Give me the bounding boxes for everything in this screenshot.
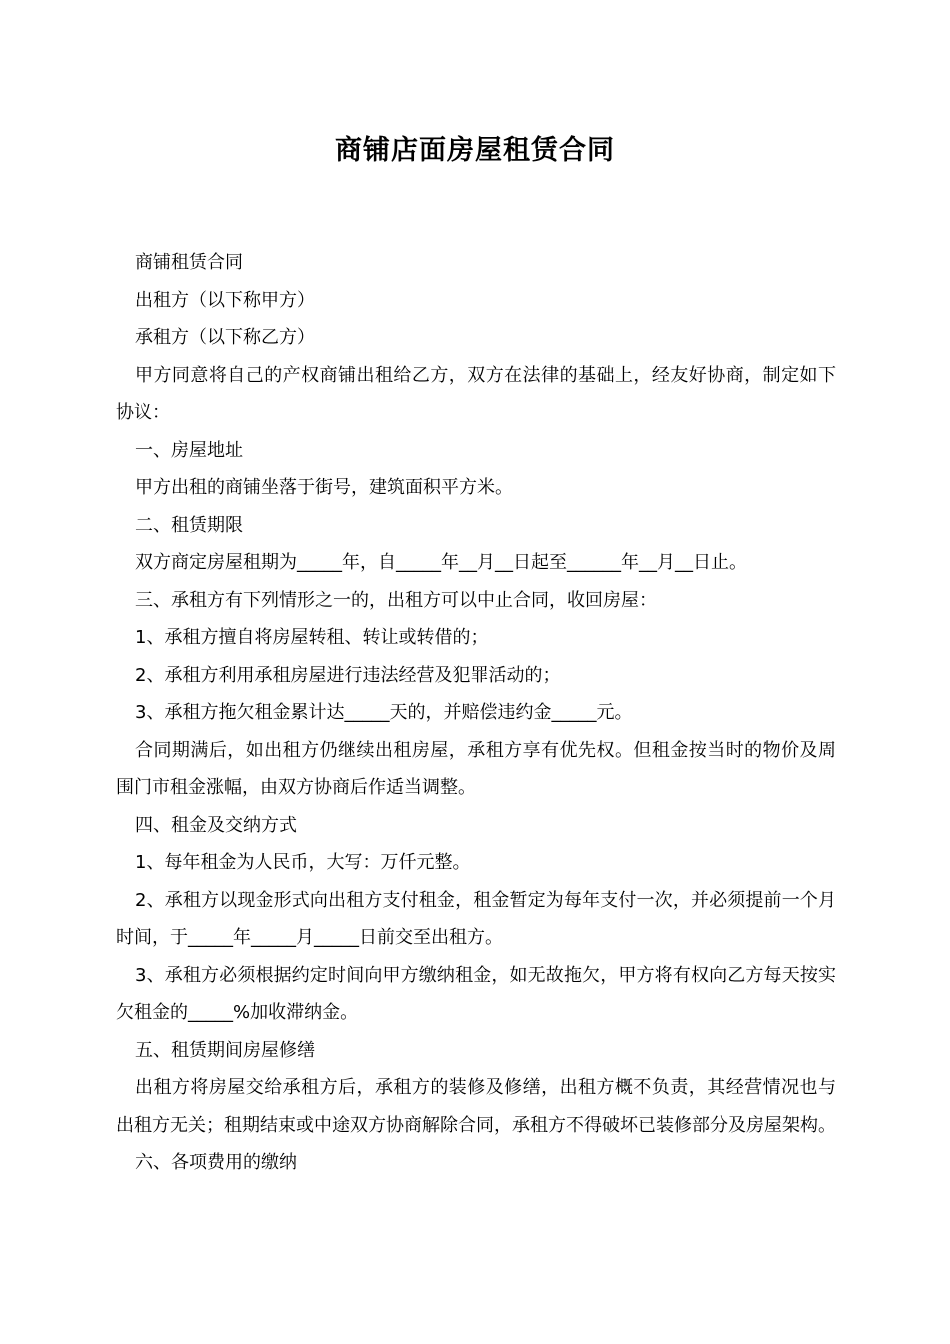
section-heading-fees: 六、各项费用的缴纳: [135, 1152, 297, 1173]
paragraph-repairs: 出租方将房屋交给承租方后，承租方的装修及修缮，出租方概不负责，其经营情况也与出租方无关；租期结束或中途双方协商解除合同，承租方不得破坏已装修部分及房屋架构。: [116, 1077, 836, 1136]
paragraph-agreement-intro: 甲方同意将自己的产权商铺出租给乙方，双方在法律的基础上，经友好协商，制定如下协议：: [116, 364, 836, 423]
section-heading-term: 二、租赁期限: [135, 514, 243, 536]
document-body: [116, 244, 836, 1182]
section-heading-rent: 四、租金及交纳方式: [135, 814, 297, 836]
document-title: 商铺店面房屋租赁合同: [335, 135, 615, 166]
paragraph-termination-2: 2、承租方利用承租房屋进行违法经营及犯罪活动的；: [135, 664, 561, 686]
paragraph-address: 甲方出租的商铺坐落于街号，建筑面积平方米。: [135, 477, 513, 498]
paragraph-renewal: 合同期满后，如出租方仍继续出租房屋，承租方享有优先权。但租金按当时的物价及周围门市租金涨幅，由双方协商后作适当调整。: [116, 739, 836, 798]
section-heading-repairs: 五、租赁期间房屋修缮: [135, 1039, 315, 1061]
paragraph-lessor: 出租方（以下称甲方）: [135, 289, 315, 311]
paragraph-lessee: 承租方（以下称乙方）: [135, 327, 315, 348]
paragraph-heading-lease-contract: 商铺租赁合同: [135, 252, 243, 273]
paragraph-rent-3: 3、承租方必须根据约定时间向甲方缴纳租金，如无故拖欠，甲方将有权向乙方每天按实欠租金的_____%加收滞纳金。: [116, 964, 836, 1023]
paragraph-termination-3: 3、承租方拖欠租金累计达_____天的，并赔偿违约金_____元。: [135, 702, 633, 723]
paragraph-termination-1: 1、承租方擅自将房屋转租、转让或转借的；: [135, 627, 489, 648]
paragraph-rent-1: 1、每年租金为人民币，大写：万仟元整。: [135, 852, 471, 873]
section-heading-termination: 三、承租方有下列情形之一的，出租方可以中止合同，收回房屋：: [135, 589, 657, 611]
paragraph-rent-2: 2、承租方以现金形式向出租方支付租金，租金暂定为每年支付一次，并必须提前一个月时间，于_____年_____月_____日前交至出租方。: [116, 889, 836, 948]
section-heading-address: 一、房屋地址: [135, 439, 243, 461]
paragraph-term: 双方商定房屋租期为_____年，自_____年__月__日起至______年__月__日止。: [135, 552, 747, 573]
